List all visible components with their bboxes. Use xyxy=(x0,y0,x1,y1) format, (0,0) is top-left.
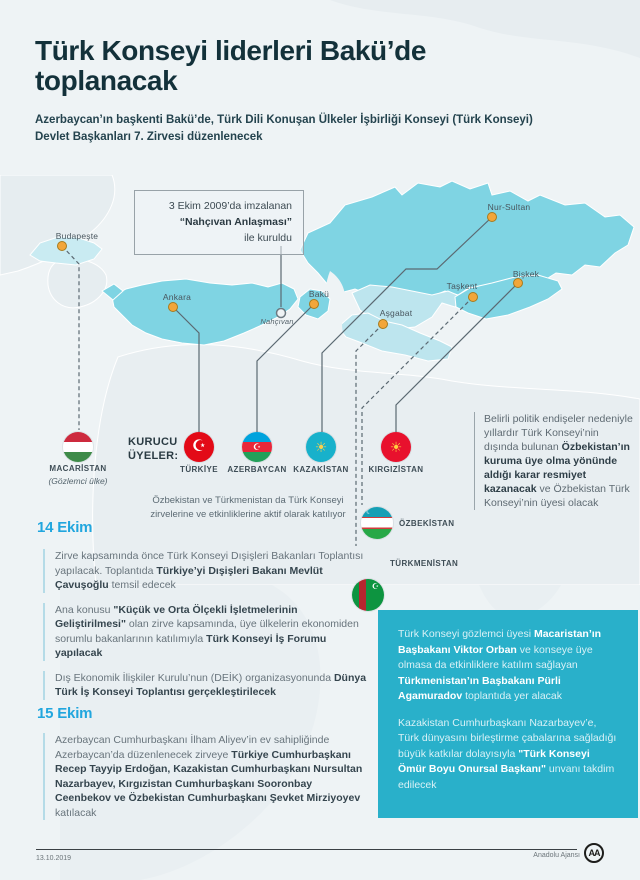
treaty-callout xyxy=(134,190,304,255)
dot-budapest xyxy=(58,242,67,251)
day1-paragraph-3: Dış Ekonomik İlişkiler Kurulu’nun (DEİK) organizasyonunda Dünya Türk İş Konseyi Toplantısı gerçekleştirilecek xyxy=(43,671,367,700)
uzbekistan-membership-note: Belirli politik endişeler nedeniyle yıllardır Türk Konseyi’nin dışında bulunan Özbekistan’ın kuruma üye olma yönünde aldığı karar resmiyet kazanacak ve Özbekistan Türk Konseyi’nin üyesi olacak xyxy=(474,412,636,510)
flag-label-kazakhstan: KAZAKİSTAN xyxy=(293,465,349,474)
footer-date: 13.10.2019 xyxy=(36,855,72,862)
flag-azerbaijan xyxy=(242,432,272,462)
highlight-box xyxy=(378,610,638,818)
footer-agency: Anadolu Ajansı xyxy=(533,852,580,859)
participation-note: Özbekistan ve Türkmenistan da Türk Konseyi zirvelerine ve etkinliklerine aktif olarak katılıyor xyxy=(150,495,346,520)
city-label-biskek: Bişkek xyxy=(512,269,540,279)
page-title: Türk Konseyi liderleri Bakü’de toplanacak xyxy=(35,35,427,97)
sun-icon: ☀ xyxy=(389,439,403,455)
callout-line2: “Nahçıvan Anlaşması” xyxy=(179,215,292,228)
dot-biskek xyxy=(514,279,523,288)
flag-label-turkmenistan: TÜRKMENİSTAN xyxy=(390,559,459,568)
crescent-icon: ☾ xyxy=(366,509,373,516)
page-subtitle: Azerbaycan’ın başkenti Bakü’de, Türk Dili Konuşan Ülkeler İşbirliği Konseyi (Türk Konseyi) Devlet Başkanları 7. Zirvesi düzenlenecek xyxy=(35,114,533,143)
country-turkey xyxy=(112,279,298,345)
crescent-icon: ☪ xyxy=(371,582,379,591)
highlight-paragraph-2: Kazakistan Cumhurbaşkanı Nazarbayev’e, Türk dünyasını birleştirme çabalarına sağladığı büyük katkılar dolayısıyla "Türk Konseyi Ömür Boyu Onursal Başkanı" unvanı takdim edilecek xyxy=(398,716,617,791)
city-label-asgabat: Aşgabat xyxy=(379,308,413,318)
crescent-star-icon: ☪ xyxy=(252,441,262,452)
city-label-budapest: Budapeşte xyxy=(55,231,99,241)
flag-label-azerbaijan: AZERBAYCAN xyxy=(227,465,287,474)
day2-heading: 15 Ekim xyxy=(37,705,93,722)
footer-divider xyxy=(36,849,577,850)
day1-paragraph-1: Zirve kapsamında önce Türk Konseyi Dışişleri Bakanları Toplantısı yapılacak. Toplantıda Türkiye’yi Dışişleri Bakanı Mevlüt Çavuşoğlu temsil edecek xyxy=(43,549,367,593)
dot-nursultan xyxy=(488,213,497,222)
flag-label-hungary: MACARİSTAN xyxy=(49,464,107,473)
city-label-nahcivan: Nahçıvan xyxy=(260,317,294,326)
callout-line3: ile kuruldu xyxy=(244,231,292,244)
sun-icon: ☀ xyxy=(314,439,328,455)
city-label-baku: Bakü xyxy=(308,289,330,299)
day2-paragraph-1: Azerbaycan Cumhurbaşkanı İlham Aliyev’in ev sahipliğinde Azerbaycan’da düzenlenecek zirveye Türkiye Cumhurbaşkanı Recep Tayyip Erdoğan, Kazakistan Cumhurbaşkanı Nursultan Nazarbayev, Kırgızistan Cumhurbaşkanı Sooronbay Ceenbekov ve Özbekistan Cumhurbaşkanı Şevket Mirziyoyev katılacak xyxy=(43,733,367,820)
highlight-paragraph-1: Türk Konseyi gözlemci üyesi Macaristan’ın Başbakanı Viktor Orban ve konseye üye olmasa da etkinliklere katılım sağlayan Türkmenistan’ın Başbakanı Pürli Agamuradov toplantıda yer alacak xyxy=(398,628,602,702)
flag-label-uzbekistan: ÖZBEKİSTAN xyxy=(399,519,455,528)
flag-kyrgyzstan xyxy=(381,432,411,462)
day1-body xyxy=(43,549,367,710)
flag-label-kyrgyzstan: KIRGIZİSTAN xyxy=(368,465,424,474)
dot-ankara xyxy=(169,303,178,312)
flag-label-turkey: TÜRKİYE xyxy=(180,465,218,474)
flag-kazakhstan xyxy=(306,432,336,462)
crescent-star-icon: ☪ xyxy=(191,437,207,455)
city-label-nursultan: Nur-Sultan xyxy=(487,202,531,212)
flag-uzbekistan xyxy=(361,507,393,539)
founders-caption: KURUCU ÜYELER: xyxy=(128,436,179,462)
day2-body xyxy=(43,733,367,830)
flag-turkey xyxy=(184,432,214,462)
flag-hungary xyxy=(63,432,93,462)
dot-taskent xyxy=(469,293,478,302)
city-label-ankara: Ankara xyxy=(162,292,192,302)
callout-line1: 3 Ekim 2009’da imzalanan xyxy=(168,200,292,212)
dot-asgabat xyxy=(379,320,388,329)
city-label-taskent: Taşkent xyxy=(446,281,478,291)
aa-agency-logo: AA xyxy=(584,843,604,863)
dot-baku xyxy=(310,300,319,309)
observer-note: (Gözlemci ülke) xyxy=(48,476,108,486)
day1-paragraph-2: Ana konusu "Küçük ve Orta Ölçekli İşletmelerinin Geliştirilmesi" olan zirve kapsamında, üye ülkelerin ekonomiden sorumlu bakanlarının katılımıyla Türk Konseyi İş Forumu yapılacak xyxy=(43,603,367,661)
day1-heading: 14 Ekim xyxy=(37,519,93,536)
